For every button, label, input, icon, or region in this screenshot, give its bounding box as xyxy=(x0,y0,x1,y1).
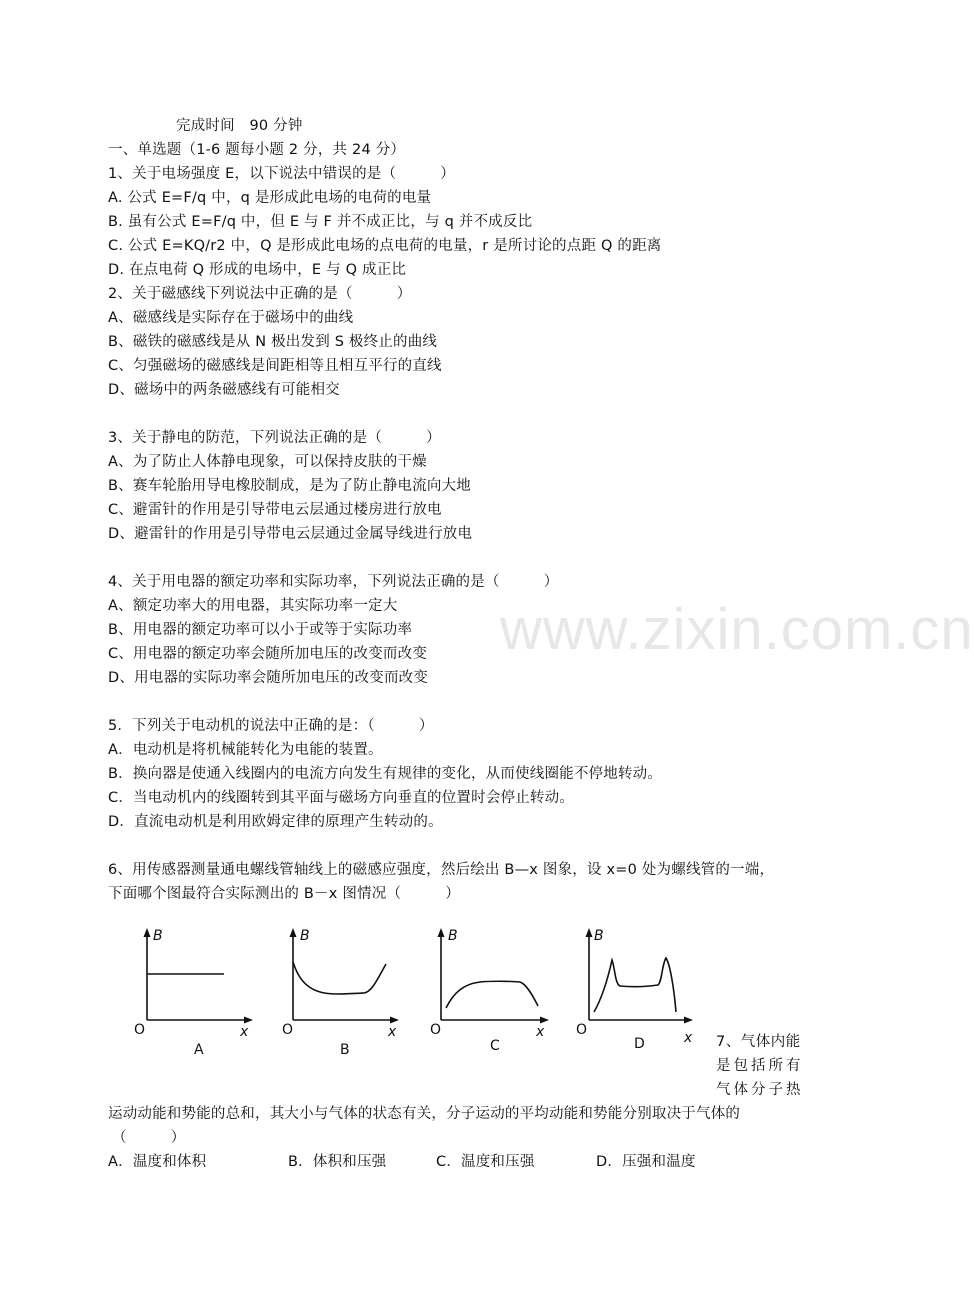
q7-option-c: C．温度和压强 xyxy=(436,1154,535,1170)
graph-c-ylabel: B xyxy=(448,928,458,944)
graph-d xyxy=(574,926,704,1054)
graph-a-xlabel: x xyxy=(240,1024,249,1040)
graph-a-ylabel: B xyxy=(153,928,163,944)
q7-wrap-line2: 是包括所有 xyxy=(716,1058,804,1074)
q6-stem-line2: 下面哪个图最符合实际测出的 B－x 图情况（ ） xyxy=(108,886,460,902)
graph-b-ylabel: B xyxy=(300,928,310,944)
graph-c-origin: O xyxy=(430,1022,442,1038)
section-title: 一、单选题（1-6 题每小题 2 分，共 24 分） xyxy=(108,142,406,158)
graph-c-x-arrow xyxy=(540,1017,549,1024)
q1-stem: 1、关于电场强度 E，以下说法中错误的是（ ） xyxy=(108,166,455,182)
graph-a-y-arrow xyxy=(144,928,151,937)
graph-a-name: A xyxy=(194,1042,204,1058)
q7-stem: 运动动能和势能的总和，其大小与气体的状态有关，分子运动的平均动能和势能分别取决于气体的 xyxy=(108,1106,741,1122)
graph-b-name: B xyxy=(340,1042,350,1058)
q2-option-c: C、匀强磁场的磁感线是间距相等且相互平行的直线 xyxy=(108,358,442,374)
q3-option-a: A、为了防止人体静电现象，可以保持皮肤的干燥 xyxy=(108,454,427,470)
graph-b xyxy=(280,926,410,1058)
graph-a-x-arrow xyxy=(244,1017,253,1024)
q7-wrap-line3: 气体分子热 xyxy=(716,1082,804,1098)
graph-c-xlabel: x xyxy=(536,1024,545,1040)
completion-time: 完成时间 90 分钟 xyxy=(176,118,303,134)
q1-option-d: D. 在点电荷 Q 形成的电场中，E 与 Q 成正比 xyxy=(108,262,407,278)
q7-option-a: A．温度和体积 xyxy=(108,1154,207,1170)
q1-option-c: C. 公式 E=KQ/r2 中，Q 是形成此电场的点电荷的电量，r 是所讨论的点距 Q 的距离 xyxy=(108,238,662,254)
q5-option-a: A．电动机是将机械能转化为电能的装置。 xyxy=(108,742,383,758)
graph-c-name: C xyxy=(490,1038,500,1054)
graph-d-y-arrow xyxy=(586,928,593,937)
q1-option-b: B. 虽有公式 E=F/q 中，但 E 与 F 并不成正比，与 q 并不成反比 xyxy=(108,214,533,230)
q5-option-c: C．当电动机内的线圈转到其平面与磁场方向垂直的位置时会停止转动。 xyxy=(108,790,575,806)
q3-option-c: C、避雷针的作用是引导带电云层通过楼房进行放电 xyxy=(108,502,442,518)
q7-paren: （ ） xyxy=(112,1130,186,1146)
q3-stem: 3、关于静电的防范，下列说法正确的是（ ） xyxy=(108,430,441,446)
q3-option-d: D、避雷针的作用是引导带电云层通过金属导线进行放电 xyxy=(108,526,473,542)
q2-option-d: D、磁场中的两条磁感线有可能相交 xyxy=(108,382,340,398)
q6-stem-line1: 6、用传感器测量通电螺线管轴线上的磁感应强度，然后绘出 B—x 图象，设 x=0 处为螺线管的一端， xyxy=(108,862,775,878)
graph-b-curve xyxy=(293,962,386,994)
q4-option-b: B、用电器的额定功率可以小于或等于实际功率 xyxy=(108,622,413,638)
graph-b-x-arrow xyxy=(390,1017,399,1024)
graph-a xyxy=(132,926,262,1058)
graph-d-curve xyxy=(594,958,676,1012)
q2-option-a: A、磁感线是实际存在于磁场中的曲线 xyxy=(108,310,354,326)
graph-d-ylabel: B xyxy=(594,928,604,944)
q5-stem: 5．下列关于电动机的说法中正确的是：（ ） xyxy=(108,718,434,734)
q1-option-a: A. 公式 E=F/q 中，q 是形成此电场的电荷的电量 xyxy=(108,190,432,206)
q4-option-a: A、额定功率大的用电器，其实际功率一定大 xyxy=(108,598,398,614)
q2-stem: 2、关于磁感线下列说法中正确的是（ ） xyxy=(108,286,412,302)
q4-option-d: D、用电器的实际功率会随所加电压的改变而改变 xyxy=(108,670,429,686)
graph-b-xlabel: x xyxy=(388,1024,397,1040)
graph-d-x-arrow xyxy=(684,1017,693,1024)
graph-d-name: D xyxy=(634,1036,645,1052)
graph-b-y-arrow xyxy=(290,928,297,937)
graph-c-y-arrow xyxy=(438,928,445,937)
graph-c xyxy=(428,926,558,1054)
q2-option-b: B、磁铁的磁感线是从 N 极出发到 S 极终止的曲线 xyxy=(108,334,438,350)
q7-option-b: B．体积和压强 xyxy=(288,1154,387,1170)
q7-option-d: D．压强和温度 xyxy=(596,1154,696,1170)
graph-a-origin: O xyxy=(134,1022,146,1038)
q3-option-b: B、赛车轮胎用导电橡胶制成，是为了防止静电流向大地 xyxy=(108,478,471,494)
watermark: www.zixin.com.cn xyxy=(500,597,974,662)
graph-b-origin: O xyxy=(282,1022,294,1038)
q4-option-c: C、用电器的额定功率会随所加电压的改变而改变 xyxy=(108,646,428,662)
q5-option-d: D．直流电动机是利用欧姆定律的原理产生转动的。 xyxy=(108,814,443,830)
graph-d-origin: O xyxy=(576,1022,588,1038)
q5-option-b: B．换向器是使通入线圈内的电流方向发生有规律的变化，从而使线圈能不停地转动。 xyxy=(108,766,663,782)
graph-d-xlabel: x xyxy=(684,1030,693,1046)
q7-wrap-line1: 7、气体内能 xyxy=(716,1034,801,1050)
graph-c-curve xyxy=(446,981,538,1008)
q4-stem: 4、关于用电器的额定功率和实际功率，下列说法正确的是（ ） xyxy=(108,574,559,590)
